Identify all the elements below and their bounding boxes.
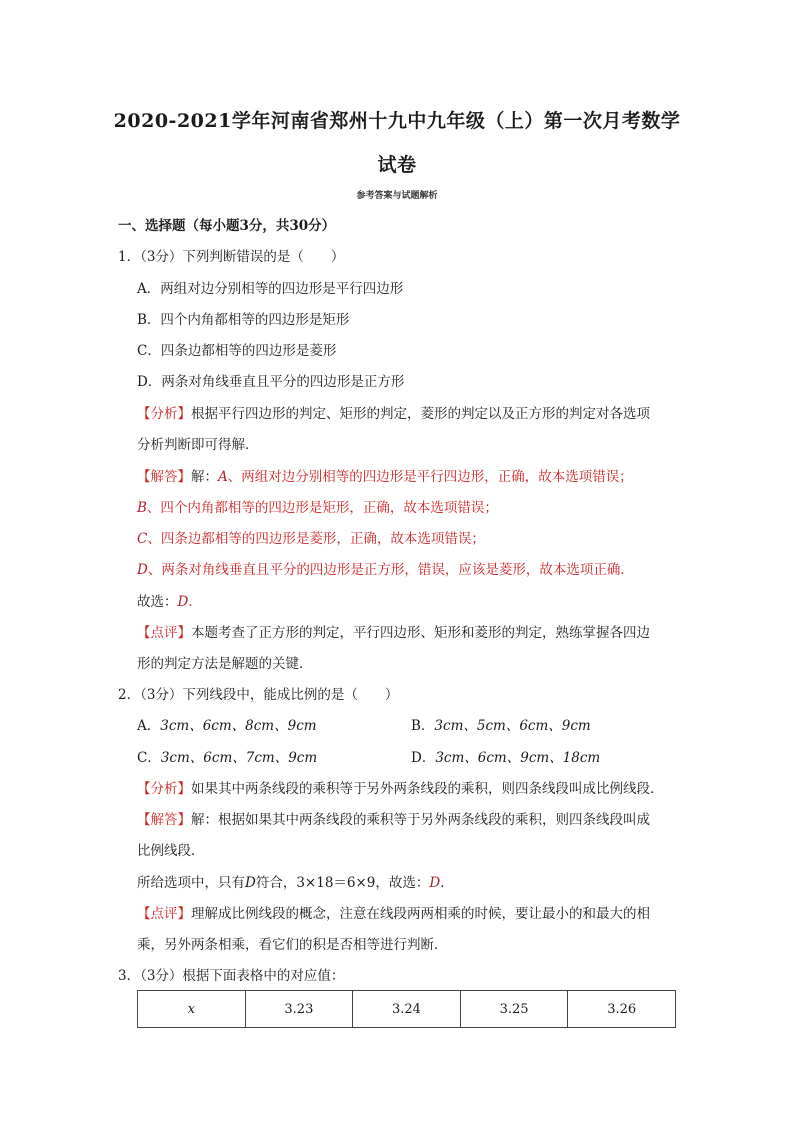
comment-tag: 【点评】 xyxy=(137,625,191,641)
q1-answer-d-text: 、两条对角线垂直且平分的四边形是正方形，错误，应该是菱形，故本选项正确． xyxy=(147,562,634,578)
q2-answer-cont: 比例线段． xyxy=(137,843,205,859)
q1-analysis-cont: 分析判断即可得解． xyxy=(137,437,259,453)
table-cell: x xyxy=(138,991,246,1028)
q2-conclusion-pre: 所给选项中，只有 xyxy=(137,875,245,891)
letter-a: A xyxy=(218,469,228,485)
table-cell: 3.24 xyxy=(353,991,461,1028)
answer-prefix: 解： xyxy=(191,469,218,485)
q2-comment xyxy=(137,905,650,923)
choice-prefix: 故选： xyxy=(137,594,178,610)
q1-comment-text: 本题考查了正方形的判定，平行四边形、矩形和菱形的判定，熟练掌握各四边 xyxy=(191,625,650,641)
q2-option-c-value: 3cm、6cm、7cm、9cm xyxy=(160,750,318,766)
q2-option-b-label: B． xyxy=(411,718,435,734)
q2-answer xyxy=(137,811,650,829)
analysis-tag: 【分析】 xyxy=(137,406,191,422)
q2-comment-cont: 乘，另外两条相乘，看它们的积是否相等进行判断． xyxy=(137,937,448,953)
q2-option-c-label: C． xyxy=(137,750,161,766)
q3-value-table xyxy=(137,990,676,1028)
answer-tag: 【解答】 xyxy=(137,469,191,485)
q1-analysis xyxy=(137,405,650,423)
q2-conclusion-letter: D xyxy=(245,875,256,891)
q1-option-b: B．四个内角都相等的四边形是矩形 xyxy=(137,312,350,328)
comment-tag: 【点评】 xyxy=(137,906,191,922)
q1-answer-a-text: 、两组对边分别相等的四边形是平行四边形，正确，故本选项错误； xyxy=(227,469,633,485)
choice-post: ． xyxy=(188,594,202,610)
q2-option-d xyxy=(411,749,600,767)
q1-comment xyxy=(137,624,650,642)
q2-option-d-label: D． xyxy=(411,750,436,766)
q2-answer-conclusion xyxy=(137,874,454,892)
table-cell: 3.26 xyxy=(568,991,676,1028)
q2-answer-text: 解：根据如果其中两条线段的乘积等于另外两条线段的乘积，则四条线段叫成 xyxy=(191,812,650,828)
q1-answer-a xyxy=(137,468,633,486)
table-cell: 3.23 xyxy=(245,991,353,1028)
letter-d: D xyxy=(137,562,148,578)
q1-answer-c xyxy=(137,530,485,548)
analysis-tag: 【分析】 xyxy=(137,781,191,797)
answer-tag: 【解答】 xyxy=(137,812,191,828)
table-cell: 3.25 xyxy=(460,991,568,1028)
q1-analysis-text: 根据平行四边形的判定、矩形的判定，菱形的判定以及正方形的判定对各选项 xyxy=(191,406,650,422)
q2-comment-text: 理解成比例线段的概念，注意在线段两两相乘的时候，要让最小的和最大的相 xyxy=(191,906,650,922)
q1-stem: 1．（3分）下列判断错误的是（ ） xyxy=(118,249,345,265)
choice-letter: D xyxy=(177,594,189,610)
q1-comment-cont: 形的判定方法是解题的关键． xyxy=(137,656,313,672)
letter-b: B xyxy=(137,500,147,516)
q2-conclusion-mid: 符合，3×18＝6×9，故选： xyxy=(255,875,430,891)
q2-option-a-value: 3cm、6cm、8cm、9cm xyxy=(160,718,317,734)
q2-option-a xyxy=(137,717,317,735)
q1-answer-d xyxy=(137,561,634,579)
q2-option-d-value: 3cm、6cm、9cm、18cm xyxy=(435,750,601,766)
letter-c: C xyxy=(137,531,148,547)
q1-option-d: D．两条对角线垂直且平分的四边形是正方形 xyxy=(137,374,405,390)
q1-choice xyxy=(137,593,202,611)
q1-answer-c-text: 、四条边都相等的四边形是菱形，正确，故本选项错误； xyxy=(147,531,485,547)
table-row xyxy=(138,991,676,1028)
q2-option-c xyxy=(137,749,317,767)
q2-conclusion-post: ． xyxy=(440,875,454,891)
document-subtitle: 参考答案与试题解析 xyxy=(356,191,438,201)
q1-option-a: A．两组对边分别相等的四边形是平行四边形 xyxy=(137,281,404,297)
q1-option-c: C．四条边都相等的四边形是菱形 xyxy=(137,343,337,359)
q2-conclusion-letter-2: D xyxy=(429,875,441,891)
q2-option-a-label: A． xyxy=(137,718,161,734)
q2-option-b xyxy=(411,717,591,735)
section-heading: 一、选择题（每小题3分，共30分） xyxy=(118,218,336,234)
q3-stem: 3．（3分）根据下面表格中的对应值： xyxy=(118,968,345,984)
q2-stem: 2．（3分）下列线段中，能成比例的是（ ） xyxy=(118,687,399,703)
q2-analysis-text: 如果其中两条线段的乘积等于另外两条线段的乘积，则四条线段叫成比例线段． xyxy=(191,781,664,797)
document-title-line2: 试卷 xyxy=(377,154,417,176)
q2-option-b-value: 3cm、5cm、6cm、9cm xyxy=(434,718,591,734)
q1-answer-b xyxy=(137,499,498,517)
q2-analysis xyxy=(137,780,664,798)
q1-answer-b-text: 、四个内角都相等的四边形是矩形，正确，故本选项错误； xyxy=(146,500,498,516)
document-title-line1: 2020-2021学年河南省郑州十九中九年级（上）第一次月考数学 xyxy=(113,110,681,132)
